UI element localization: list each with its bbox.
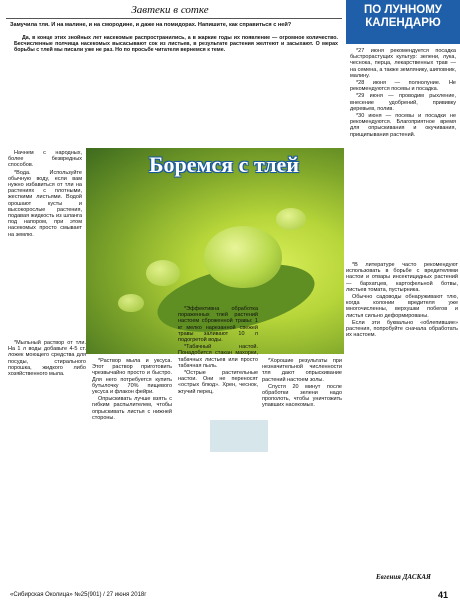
aphid-icon — [146, 260, 180, 286]
col2-paragraph: Опрыскивать лучше взять с гибким распылителем, чтобы опрыскивать листья с нижней стороны. — [92, 396, 172, 421]
header-rule — [6, 18, 342, 19]
aphid-icon — [118, 294, 144, 312]
moon-entry: *30 июня — посевы и посадки не рекомендуются. Благоприятное время для опрыскивания и окучивания, прищипывания растений. — [350, 113, 456, 138]
col1-paragraph: *Вода. Используйте обычную воду, если вам нужно избавиться от тли на растениях с плотными, жесткими листьями. Водой орошают кусты и высокорослые растения, подавая жидкость из шланга под напором, при этом насекомых просто смывает на землю. — [8, 169, 82, 238]
moon-entry: *29 июня — проводим рыхление, внесение удобрений, прививку деревьев, полив. — [350, 93, 456, 112]
col4-paragraph: *Хорошие результаты при незначительной численности тля дают опрыскивание растений настоем золы. — [262, 358, 342, 383]
right-paragraph: Обычно садоводы обнаруживают тлю, когда колонии вредителя уже многочисленны, верхушки побегов и листья сильно деформированы. — [346, 294, 458, 319]
col3-paragraph: *Табачный настой. Понадобится стакан махорки, табачных листьев или просто табачная пыль. — [178, 344, 258, 369]
col2-paragraph: *Раствор мыла и уксуса. Этот раствор приготовить чрезвычайно просто и быстро. Для него потребуется купить бутылочку 70% пищевого уксуса и флакон фейри. — [92, 358, 172, 396]
col3-paragraph: *Острые растительные настои. Они не переносят «острых блюд». Хрен, чеснок, жгучий перец. — [178, 370, 258, 395]
col1-paragraph: Начнем с народных, более безвредных способов. — [8, 150, 82, 169]
lead-question: Замучила тля. И на малине, и на смородине, и даже на помидорах. Напишите, как справиться с ней? — [10, 22, 292, 28]
moon-calendar-title: ПО ЛУННОМУ КАЛЕНДАРЮ — [364, 4, 442, 30]
column-4 — [262, 358, 342, 410]
column-3 — [178, 306, 258, 396]
headline: Боремся с тлей — [148, 152, 299, 177]
inset-image — [210, 420, 268, 452]
aphid-icon — [276, 208, 306, 230]
intro-paragraph: Да, в конце этих знойных лет насекомые распространились, а в жаркие годы их появление — огромное количество. Бесчисленные полчища насекомых высасывают сок из листьев, в результате растения желтеют и засыхают. О мерах борьбы с тлей мы писали уже не раз. Но по просьбе читателя вернемся к теме. — [14, 35, 338, 53]
page-number: 41 — [438, 590, 449, 600]
aphid-icon — [204, 226, 282, 288]
col4-paragraph: Спустя 20 минут после обработки зелени надо прополоть, чтобы уничтожить упавших насекомых. — [262, 383, 342, 409]
moon-entry: *27 июня рекомендуется посадка быстрорастущих культур: зелени, лука, чеснока, перца, лекарственных трав — на семена, а также землянику, шиповник, малину. — [350, 48, 457, 79]
moon-calendar-entries — [350, 48, 456, 139]
column-2 — [92, 358, 172, 422]
right-paragraph: Если эти буквально «облепившие» растения, попробуйте сначала обработать их настоем. — [346, 319, 458, 339]
col3-paragraph: *Эффективна обработка пораженных тлей растений настоем сброженной травы: 1 кг мелко нарезанной свежей травы заливают 10 л подогретой воды. — [178, 306, 258, 344]
col1-paragraph: *Мыльный раствор от тли. На 1 л воды добавьте 4-5 ст. ложек моющего средства для посуды, стирального порошка, жидкого либо хозяйственного мыла. — [8, 340, 86, 378]
moon-entry: *28 июня — полнолуние. Не рекомендуются посевы и посадка. — [350, 80, 456, 93]
section-title: Завтеки в сотке — [112, 4, 228, 16]
footer-publication: «Сибирская Околица» №25(901) / 27 июня 2018г — [10, 592, 147, 598]
column-1 — [8, 150, 82, 239]
right-paragraph: *В литературе часто рекомендуют использовать в борьбе с вредителями настои и отвары инсектицидных растений — бархатцев, картофельной ботвы, листьев томата, пустырника. — [346, 262, 458, 293]
author-name: Евгения ДАСКАЯ — [376, 573, 431, 581]
right-column — [346, 262, 458, 339]
column-1b — [8, 340, 86, 378]
